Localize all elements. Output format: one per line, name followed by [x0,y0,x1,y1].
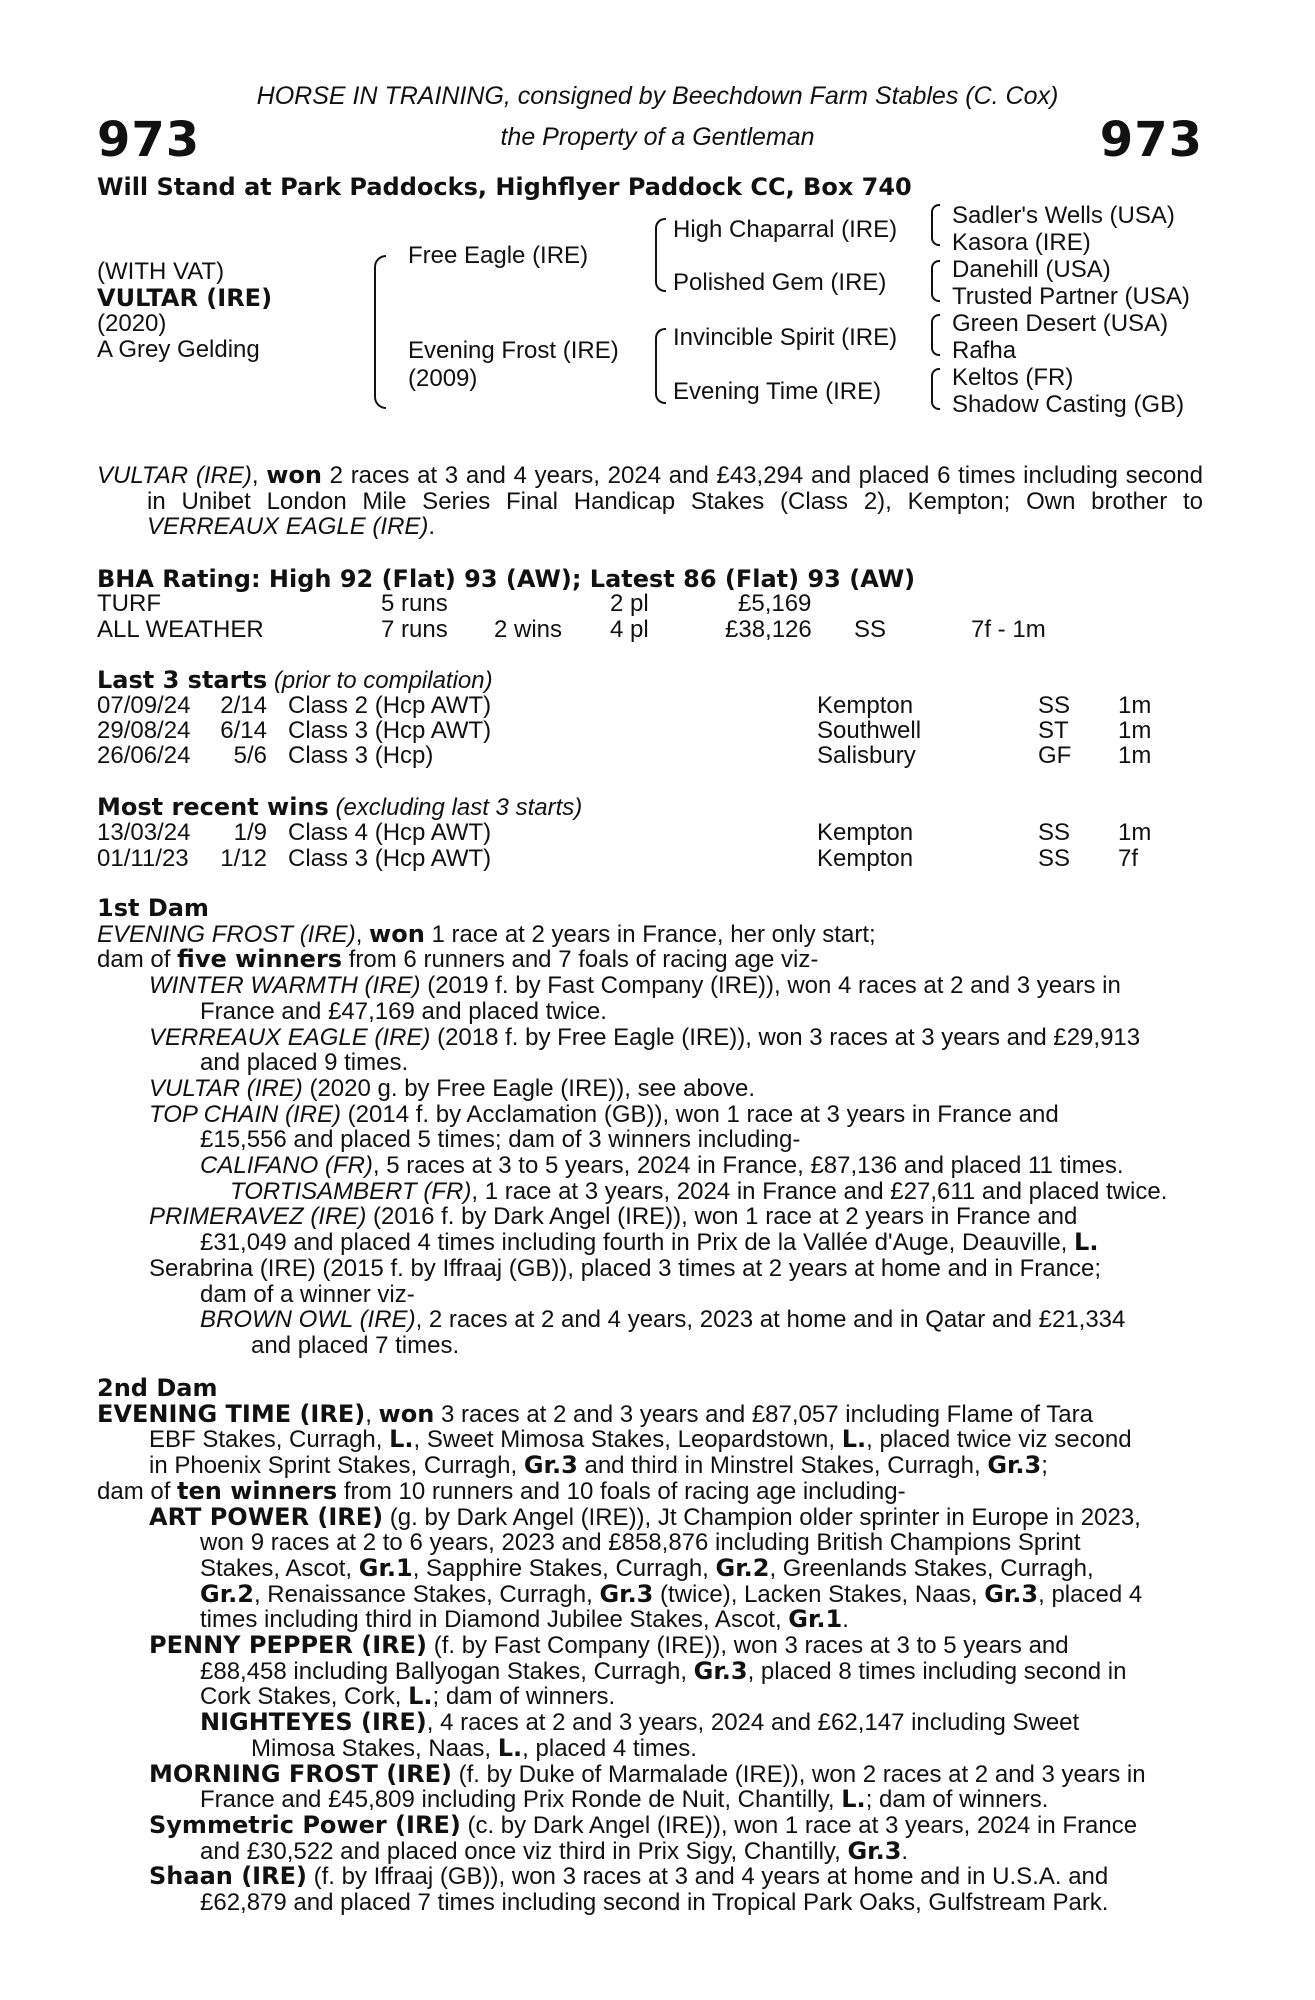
race-date: 07/09/24 [97,692,191,719]
grand-offspring-name: BROWN OWL (IRE) [200,1306,416,1334]
text: ; dam of winners. [432,1683,616,1711]
text: £31,049 and placed 4 times including fourth in Prix de la Vallée d'Auge, Deauville, [200,1229,1075,1257]
offspring-line [97,1836,1207,1865]
grade-label: L. [497,1733,523,1762]
text: , 5 races at 3 to 5 years, 2024 in France, £87,136 and placed 11 times. [372,1152,1124,1180]
rating-money: £38,126 [725,616,812,643]
second-dam-line [97,1427,1207,1453]
second-dam-name: EVENING TIME (IRE) [97,1399,366,1428]
text: (g. by Dark Angel (IRE)), Jt Champion older sprinter in Europe in 2023, [383,1503,1141,1531]
summary-brother: VERREAUX EAGLE (IRE) [147,513,429,541]
text: , [365,1400,379,1428]
last3-title: Last 3 starts [97,666,268,694]
text: from 6 runners and 7 foals of racing age viz- [342,946,819,974]
grade-label: L. [389,1425,414,1454]
race-position: 6/14 [220,717,267,744]
pedigree-brace-ds [931,314,940,356]
horse-summary: VULTAR (IRE), won 2 races at 3 and 4 years, 2024 and £43,294 and placed 6 times including second in Unibet London Mile Series Final Handicap Stakes (Class 2), Kempton; Own brother to VERREAUX EAGLE (IRE). [97,461,1203,541]
offspring-line [97,1684,1207,1710]
race-distance: 1m [1118,692,1152,719]
summary-name: VULTAR (IRE) [97,462,252,489]
second-dam-line [97,1399,1207,1428]
offspring-line: France and £47,169 and placed twice. [200,997,607,1025]
horse-name: VULTAR (IRE) [97,284,273,312]
rating-placed: 4 pl [610,616,649,643]
ggdam-1: Kasora (IRE) [952,229,1091,256]
first-dam-line [97,919,1207,948]
second-dam-section [97,1376,1207,1916]
horse-year: (2020) [97,310,167,337]
offspring-name: VULTAR (IRE) [149,1074,303,1102]
race-going: ST [1038,717,1069,744]
text: , Renaissance Stakes, Curragh, [253,1580,600,1608]
pedigree-brace-main [374,255,386,409]
vat-label: (WITH VAT) [97,258,225,285]
text: (2016 f. by Dark Angel (IRE)), won 1 race at 2 years in France and [366,1203,1078,1231]
ggdam-3: Rafha [952,337,1017,364]
race-date: 13/03/24 [97,819,191,846]
offspring-name: MORNING FROST (IRE) [149,1759,452,1788]
grade-label: Gr.2 [715,1553,770,1582]
race-going: SS [1038,692,1071,719]
text: . [901,1837,909,1865]
text: Mimosa Stakes, Naas, [251,1734,498,1762]
race-distance: 7f [1118,845,1139,872]
rating-surface: TURF [97,590,161,617]
text: , Sweet Mimosa Stakes, Leopardstown, [413,1426,842,1454]
race-going: SS [1038,819,1071,846]
offspring-line [97,1025,1207,1051]
text: (2014 f. by Acclamation (GB)), won 1 race at 3 years in France and [341,1100,1059,1128]
property-line: the Property of a Gentleman [500,123,815,151]
race-date: 01/11/23 [97,845,189,872]
grade-label: Gr.3 [987,1451,1042,1480]
offspring-line [97,1864,1207,1890]
dam-name: Evening Frost (IRE) [408,337,619,364]
ggsire-2: Danehill (USA) [952,256,1111,283]
race-distance: 1m [1118,742,1152,769]
last3-note: (prior to compilation) [273,667,493,694]
text: ; dam of winners. [865,1786,1049,1814]
text: 3 races at 2 and 3 years and £87,057 including Flame of Tara [434,1400,1093,1428]
rating-placed: 2 pl [610,590,649,617]
first-dam-name: EVENING FROST (IRE) [97,920,356,948]
summary-won: won [266,461,322,489]
grade-label: Gr.3 [523,1451,578,1480]
pedigree-brace-sire [655,218,666,292]
bha-rating-title: BHA Rating: High 92 (Flat) 93 (AW); Latest 86 (Flat) 93 (AW) [97,565,916,593]
offspring-line [97,1607,1207,1633]
ggsire-4: Keltos (FR) [952,364,1074,391]
grade-label: Gr.3 [847,1836,902,1865]
lot-number-right: 973 [1099,112,1203,168]
offspring-line [97,1102,1207,1128]
grade-label: L. [841,1425,867,1454]
offspring-line: £15,556 and placed 5 times; dam of 3 winners including- [200,1126,801,1154]
text: from 10 runners and 10 foals of racing age including- [337,1477,906,1505]
text: £88,458 including Ballyogan Stakes, Curragh, [200,1657,694,1685]
text: (c. by Dark Angel (IRE)), won 1 race at 3 years, 2024 in France [460,1811,1138,1839]
dam-sire: Invincible Spirit (IRE) [673,324,898,351]
sire-name: Free Eagle (IRE) [408,242,589,269]
ggsire-3: Green Desert (USA) [952,310,1169,337]
grand-offspring-line [97,1153,1207,1179]
consignor-line: HORSE IN TRAINING, consigned by Beechdown Farm Stables (C. Cox) [256,82,1059,110]
race-class: Class 4 (Hcp AWT) [288,819,492,846]
text: , 1 race at 3 years, 2024 in France and £27,611 and placed twice. [471,1177,1168,1205]
sire-sire: High Chaparral (IRE) [673,216,898,243]
text: , placed 8 times including second in [747,1657,1127,1685]
text: dam of [97,946,178,974]
race-position: 2/14 [220,692,267,719]
winners-count: five winners [177,945,343,974]
listed-label: L. [1074,1228,1099,1257]
offspring-line: won 9 races at 2 to 6 years, 2023 and £858,876 including British Champions Sprint [200,1529,1081,1557]
pedigree-brace-dam [655,328,666,404]
race-position: 1/12 [220,845,267,872]
text: and third in Minstrel Stakes, Curragh, [577,1452,988,1480]
race-course: Kempton [817,845,914,872]
rating-distance: 7f - 1m [971,616,1046,643]
offspring-line [97,1633,1207,1659]
rating-runs: 7 runs [381,616,448,643]
recent-wins-heading [97,793,582,822]
last3-heading [97,666,493,695]
text: , placed twice viz second [866,1426,1132,1454]
dam-year: (2009) [408,365,478,392]
race-class: Class 3 (Hcp) [288,742,434,769]
race-class: Class 3 (Hcp AWT) [288,845,492,872]
rating-wins: 2 wins [494,616,563,643]
race-course: Salisbury [817,742,916,769]
rating-money: £5,169 [738,590,812,617]
first-dam-title: 1st Dam [97,894,209,922]
first-dam-section [97,896,1207,1359]
grade-label: Gr.2 [200,1579,254,1608]
offspring-line [97,1656,1207,1685]
text: (f. by Fast Company (IRE)), won 3 races at 3 to 5 years and [427,1632,1069,1660]
grade-label: Gr.3 [693,1656,748,1685]
text: ; [1041,1452,1048,1480]
offspring-line [97,1553,1207,1582]
offspring-name: PRIMERAVEZ (IRE) [149,1203,367,1231]
summary-end: . [428,513,436,541]
offspring-name: TOP CHAIN (IRE) [149,1100,342,1128]
race-course: Southwell [817,717,922,744]
second-dam-produce [97,1476,1207,1505]
text: France and £45,809 including Prix Ronde de Nuit, Chantilly, [200,1786,842,1814]
text: Stakes, Ascot, [200,1554,359,1582]
text: and £30,522 and placed once viz third in Prix Sigy, Chantilly, [200,1837,848,1865]
offspring-line [97,973,1207,999]
second-dam-line [97,1453,1207,1479]
text: dam of [97,1477,178,1505]
text: , 2 races at 2 and 4 years, 2023 at home and in Qatar and £21,334 [415,1306,1126,1334]
race-distance: 1m [1118,717,1152,744]
offspring-name: Symmetric Power (IRE) [149,1810,461,1839]
race-going: GF [1038,742,1072,769]
ggdam-2: Trusted Partner (USA) [952,283,1190,310]
offspring-line: dam of a winner viz- [200,1280,415,1308]
recent-wins-note: (excluding last 3 starts) [335,794,583,821]
grade-label: L. [408,1682,433,1711]
race-course: Kempton [817,692,914,719]
offspring-line [97,1230,1207,1256]
text: times including third in Diamond Jubilee Stakes, Ascot, [200,1606,789,1634]
text: (twice), Lacken Stakes, Naas, [653,1580,985,1608]
rating-surface: ALL WEATHER [97,616,264,643]
stand-location: Will Stand at Park Paddocks, Highflyer Paddock CC, Box 740 [97,173,912,201]
pedigree-brace-dd [931,368,940,410]
first-dam-produce [97,947,1207,973]
grand-offspring-name: TORTISAMBERT (FR) [230,1177,472,1205]
text: , placed 4 [1038,1580,1143,1608]
grand-offspring-line: and placed 7 times. [251,1331,460,1359]
text: (2020 g. by Free Eagle (IRE)), see above. [302,1074,756,1102]
offspring-name: PENNY PEPPER (IRE) [149,1631,428,1660]
race-class: Class 2 (Hcp AWT) [288,692,492,719]
text: Cork Stakes, Cork, [200,1683,409,1711]
race-distance: 1m [1118,819,1152,846]
offspring-name: Shaan (IRE) [149,1862,307,1891]
offspring-line: Serabrina (IRE) (2015 f. by Iffraaj (GB)), placed 3 times at 2 years at home and in France; [149,1254,1101,1282]
grade-label: Gr.3 [984,1579,1039,1608]
grade-label: Gr.1 [358,1553,413,1582]
offspring-line: £62,879 and placed 7 times including second in Tropical Park Oaks, Gulfstream Park. [200,1889,1109,1917]
text: (2018 f. by Free Eagle (IRE)), won 3 races at 3 years and £29,913 [430,1023,1141,1051]
offspring-name: ART POWER (IRE) [149,1502,384,1531]
offspring-line [97,1502,1207,1531]
won-label: won [369,919,425,948]
race-going: SS [1038,845,1071,872]
grand-offspring-line [97,1733,1207,1762]
text: EBF Stakes, Curragh, [149,1426,390,1454]
text: (f. by Iffraaj (GB)), won 3 races at 3 and 4 years at home and in U.S.A. and [306,1863,1109,1891]
text: , [355,920,370,948]
pedigree-brace-ss [931,204,940,246]
offspring-line [97,1759,1207,1788]
text: (f. by Duke of Marmalade (IRE)), won 2 races at 2 and 3 years in [451,1760,1146,1788]
grand-offspring-name: NIGHTEYES (IRE) [200,1708,427,1737]
grade-label: Gr.1 [788,1605,843,1634]
offspring-name: WINTER WARMTH (IRE) [149,972,421,1000]
grand-offspring-name: CALIFANO (FR) [200,1152,373,1180]
text: , placed 4 times. [522,1734,697,1762]
text: in Phoenix Sprint Stakes, Curragh, [149,1452,524,1480]
grand-offspring-line [97,1710,1207,1736]
dam-dam: Evening Time (IRE) [673,378,882,405]
recent-wins-title: Most recent wins [97,793,329,821]
horse-description: A Grey Gelding [97,336,260,363]
offspring-name: VERREAUX EAGLE (IRE) [149,1023,431,1051]
race-date: 26/06/24 [97,742,191,769]
text: , Greenlands Stakes, Curragh, [769,1554,1094,1582]
text: , Sapphire Stakes, Curragh, [412,1554,716,1582]
winners-count: ten winners [177,1476,338,1505]
offspring-line [97,1787,1207,1813]
race-class: Class 3 (Hcp AWT) [288,717,492,744]
text: , 4 races at 2 and 3 years, 2024 and £62,147 including Sweet [426,1709,1080,1737]
grade-label: Gr.3 [599,1579,654,1608]
race-position: 5/6 [233,742,267,769]
rating-going: SS [854,616,887,643]
race-course: Kempton [817,819,914,846]
offspring-line [97,1076,1207,1102]
won-label: won [378,1399,435,1428]
text: 1 race at 2 years in France, her only start; [424,920,876,948]
lot-number-left: 973 [97,112,201,168]
rating-runs: 5 runs [381,590,448,617]
grand-offspring-line [97,1179,1207,1205]
offspring-line [97,1579,1207,1608]
grand-offspring-line [97,1307,1207,1333]
offspring-line [97,1204,1207,1230]
ggsire-1: Sadler's Wells (USA) [952,202,1175,229]
grade-label: L. [841,1785,866,1814]
text: (2019 f. by Fast Company (IRE)), won 4 races at 2 and 3 years in [420,972,1121,1000]
text: . [842,1606,849,1634]
offspring-line: and placed 9 times. [200,1049,409,1077]
pedigree-brace-sd [931,260,940,302]
race-position: 1/9 [233,819,267,846]
sire-dam: Polished Gem (IRE) [673,269,887,296]
race-date: 29/08/24 [97,717,191,744]
summary-text: 2 races at 3 and 4 years, 2024 and £43,294 and placed 6 times including second in Unibet London Mile Series Final Handicap Stakes (Class 2), Kempton; Own brother to [147,462,1203,515]
second-dam-title: 2nd Dam [97,1374,218,1402]
ggdam-4: Shadow Casting (GB) [952,391,1185,418]
offspring-line [97,1810,1207,1839]
